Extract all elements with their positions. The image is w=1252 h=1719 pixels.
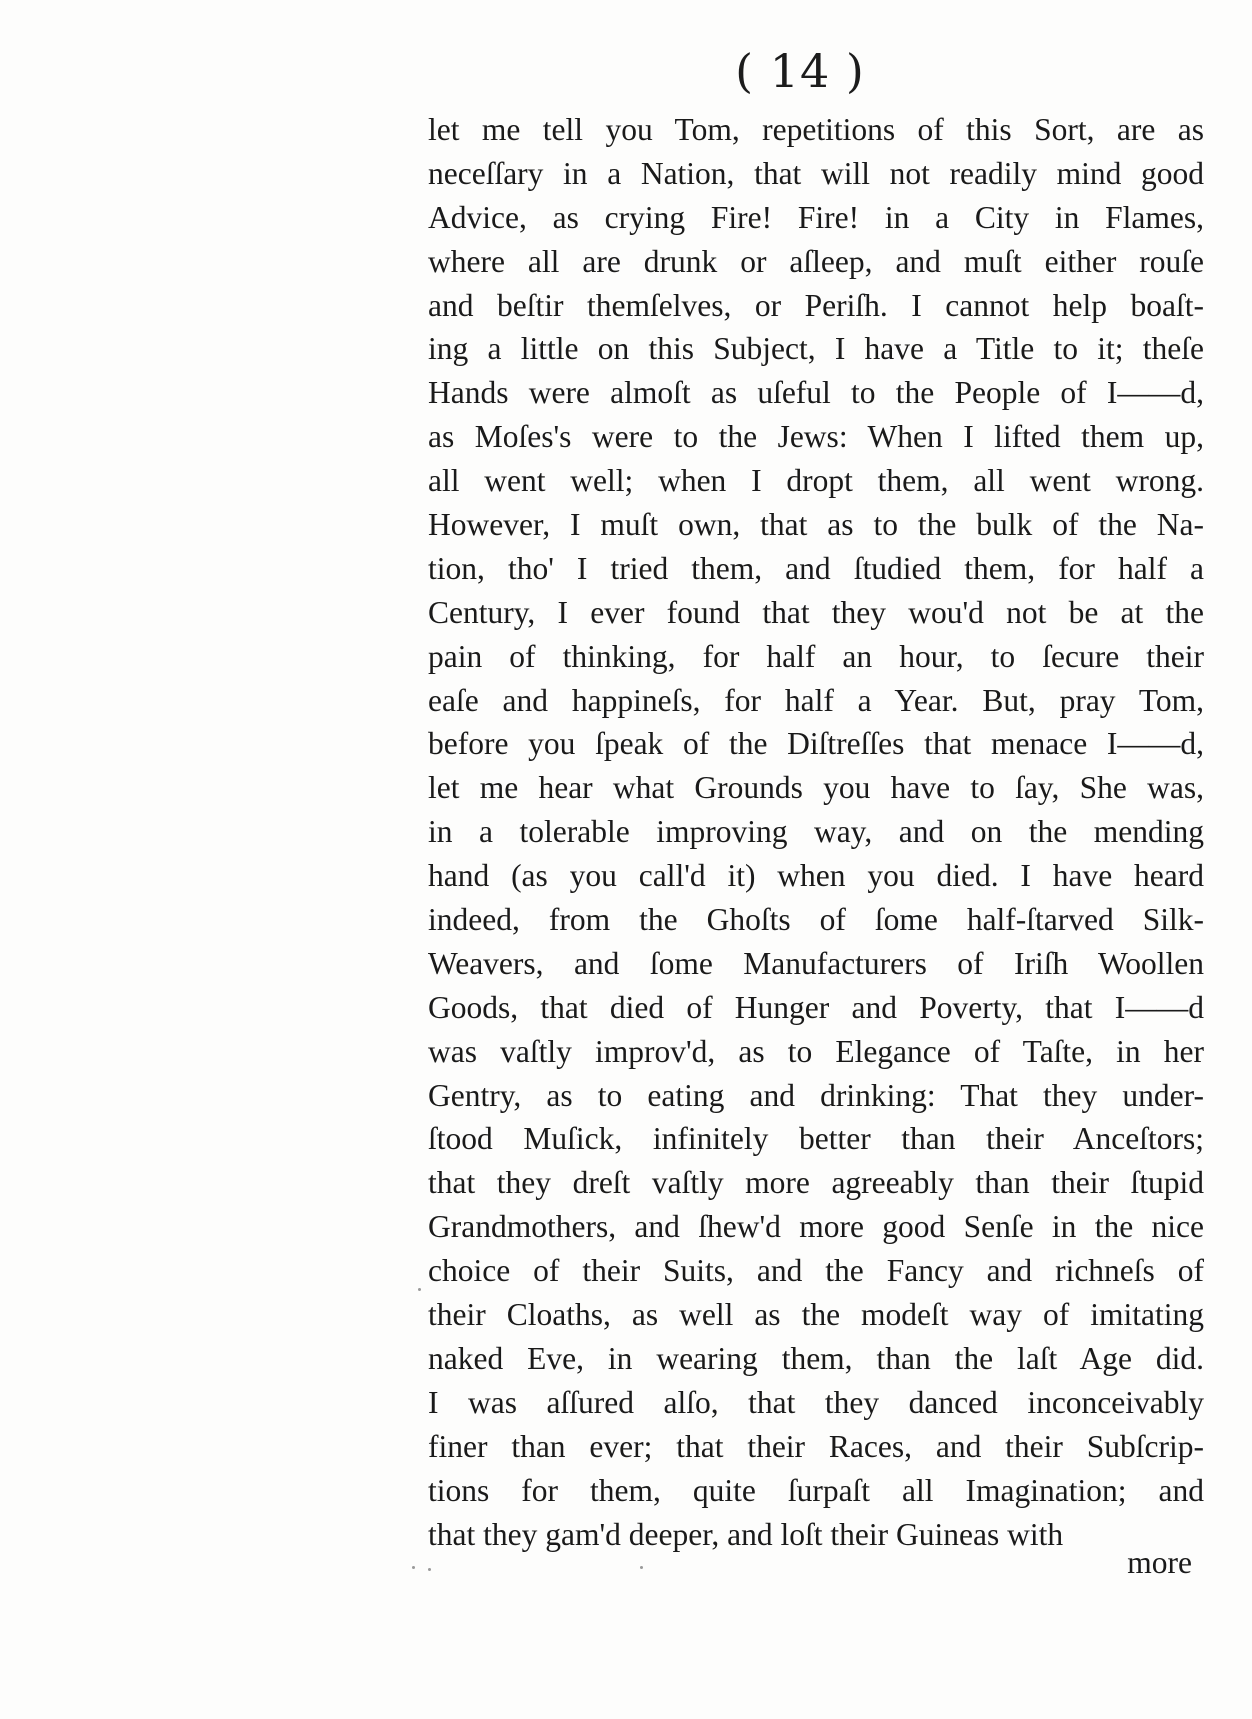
text-line: and beſtir themſelves, or Periſh. I cannot help boaſt- [428,287,1204,323]
text-line: Weavers, and ſome Manufacturers of Iriſh Woollen [428,945,1204,981]
text-line: as Moſes's were to the Jews: When I lifted them up, [428,419,1204,455]
text-line: pain of thinking, for half an hour, to ſecure their [428,638,1204,674]
text-line: Goods, that died of Hunger and Poverty, that I——d [428,989,1204,1025]
text-line: where all are drunk or aſleep, and muſt either rouſe [428,243,1204,279]
text-line: tions for them, quite ſurpaſt all Imagination; and [428,1472,1204,1508]
text-line: However, I muſt own, that as to the bulk of the Na- [428,507,1204,543]
text-line: tion, tho' I tried them, and ſtudied them, for half a [428,550,1204,586]
text-line: Grandmothers, and ſhew'd more good Senſe in the nice [428,1209,1204,1245]
paper-speck [412,1566,415,1569]
text-line: hand (as you call'd it) when you died. I have heard [428,858,1204,894]
text-line: Gentry, as to eating and drinking: That they under- [428,1077,1204,1113]
text-line: ſtood Muſick, infinitely better than their Anceſtors; [428,1121,1204,1157]
paper-speck [428,1568,431,1571]
catchword: more [1127,1545,1192,1580]
text-line: before you ſpeak of the Diſtreſſes that menace I——d, [428,726,1204,762]
text-line: neceſſary in a Nation, that will not readily mind good [428,155,1204,191]
text-line: I was aſſured alſo, that they danced inconceivably [428,1384,1204,1420]
text-line: Advice, as crying Fire! Fire! in a City in Flames, [428,199,1204,235]
text-line: Century, I ever found that they wou'd not be at the [428,594,1204,630]
text-line: their Cloaths, as well as the modeſt way of imitating [428,1297,1204,1333]
body-text [428,108,1204,1556]
text-line: in a tolerable improving way, and on the mending [428,814,1204,850]
text-line: let me hear what Grounds you have to ſay, She was, [428,770,1204,806]
text-line: that they dreſt vaſtly more agreeably than their ſtupid [428,1165,1204,1201]
text-line: finer than ever; that their Races, and their Subſcrip- [428,1428,1204,1464]
text-line: that they gam'd deeper, and loſt their Guineas with [428,1516,1064,1552]
text-line: let me tell you Tom, repetitions of this Sort, are as [428,112,1204,147]
paper-speck [418,1288,421,1291]
page-number: ( 14 ) [735,44,865,98]
text-line: naked Eve, in wearing them, than the laſt Age did. [428,1340,1204,1376]
text-line: indeed, from the Ghoſts of ſome half-ſtarved Silk- [428,902,1204,938]
text-line: all went well; when I dropt them, all went wrong. [428,463,1204,499]
paper-speck [640,1566,643,1569]
text-line: choice of their Suits, and the Fancy and richneſs of [428,1253,1204,1289]
text-line: was vaſtly improv'd, as to Elegance of Taſte, in her [428,1033,1204,1069]
text-line: ing a little on this Subject, I have a Title to it; theſe [428,331,1204,367]
text-line: eaſe and happineſs, for half a Year. But, pray Tom, [428,682,1204,718]
text-line: Hands were almoſt as uſeful to the People of I——d, [428,375,1204,411]
